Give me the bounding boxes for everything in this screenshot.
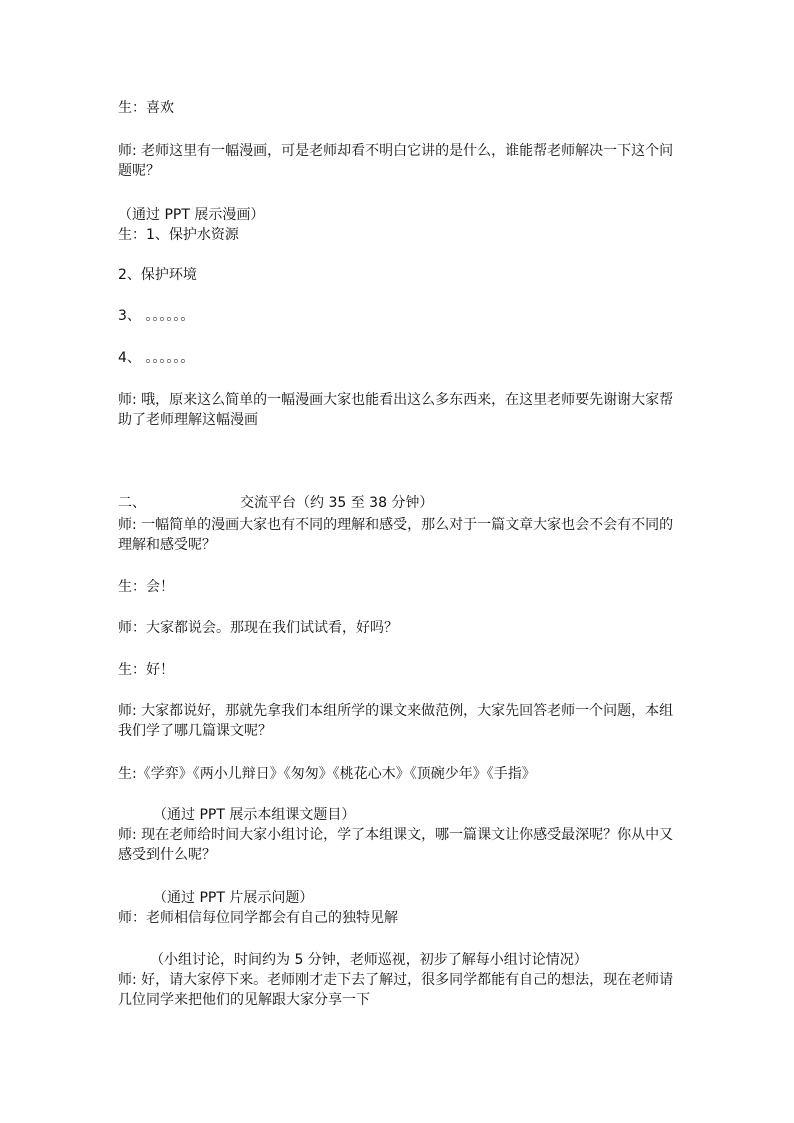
text-line-6: 2、保护环境 [118, 267, 197, 283]
text-line-1: 生：喜欢 [118, 100, 174, 116]
text-line-11: 师: 一幅简单的漫画大家也有不同的理解和感受，那么对于一篇文章大家也会不会有不同的 [118, 517, 674, 533]
text-line-25: 师: 好，请大家停下来。老师刚才走下去了解过，很多同学都能有自己的想法，现在老师请 [118, 972, 674, 988]
text-line-8: 4、 。。。。。。 [118, 350, 195, 366]
text-line-7: 3、 。。。。。。 [118, 308, 195, 324]
text-line-12: 理解和感受呢？ [118, 537, 216, 553]
text-line-18: 生:《学弈》《两小儿辩日》《匆匆》《桃花心木》《顶碗少年》《手指》 [118, 766, 536, 782]
text-line-24: （小组讨论，时间约为 5 分钟，老师巡视，初步了解每小组讨论情况） [150, 952, 588, 968]
text-line-3: 题呢？ [118, 163, 160, 179]
text-line-13: 生：会！ [118, 579, 174, 595]
text-line-2: 师: 老师这里有一幅漫画，可是老师却看不明白它讲的是什么，谁能帮老师解决一下这个问 [118, 143, 674, 159]
text-line-20: 师: 现在老师给时间大家小组讨论，学了本组课文，哪一篇课文让你感受最深呢？你从中又 [118, 827, 674, 843]
text-line-21: 感受到什么呢？ [118, 847, 216, 863]
section-heading-number: 二、 [118, 495, 146, 511]
text-line-4: （通过 PPT 展示漫画） [118, 207, 265, 223]
text-line-16: 师: 大家都说好，那就先拿我们本组所学的课文来做范例，大家先回答老师一个问题，本组 [118, 703, 674, 719]
text-line-22: （通过 PPT 片展示问题） [153, 890, 314, 906]
text-line-9: 师: 哦，原来这么简单的一幅漫画大家也能看出这么多东西来，在这里老师要先谢谢大家帮 [118, 392, 674, 408]
text-line-17: 我们学了哪几篇课文呢？ [118, 723, 272, 739]
text-line-10: 助了老师理解这幅漫画 [118, 412, 258, 428]
text-line-23: 师：老师相信每位同学都会有自己的独特见解 [118, 910, 398, 926]
text-line-14: 师：大家都说会。那现在我们试试看，好吗？ [118, 620, 398, 636]
text-line-19: （通过 PPT 展示本组课文题目） [153, 807, 356, 823]
text-line-15: 生：好！ [118, 662, 174, 678]
text-line-5: 生：1、保护水资源 [118, 227, 239, 243]
section-heading-title: 交流平台（约 35 至 38 分钟） [240, 495, 434, 511]
text-line-26: 几位同学来把他们的见解跟大家分享一下 [118, 992, 370, 1008]
